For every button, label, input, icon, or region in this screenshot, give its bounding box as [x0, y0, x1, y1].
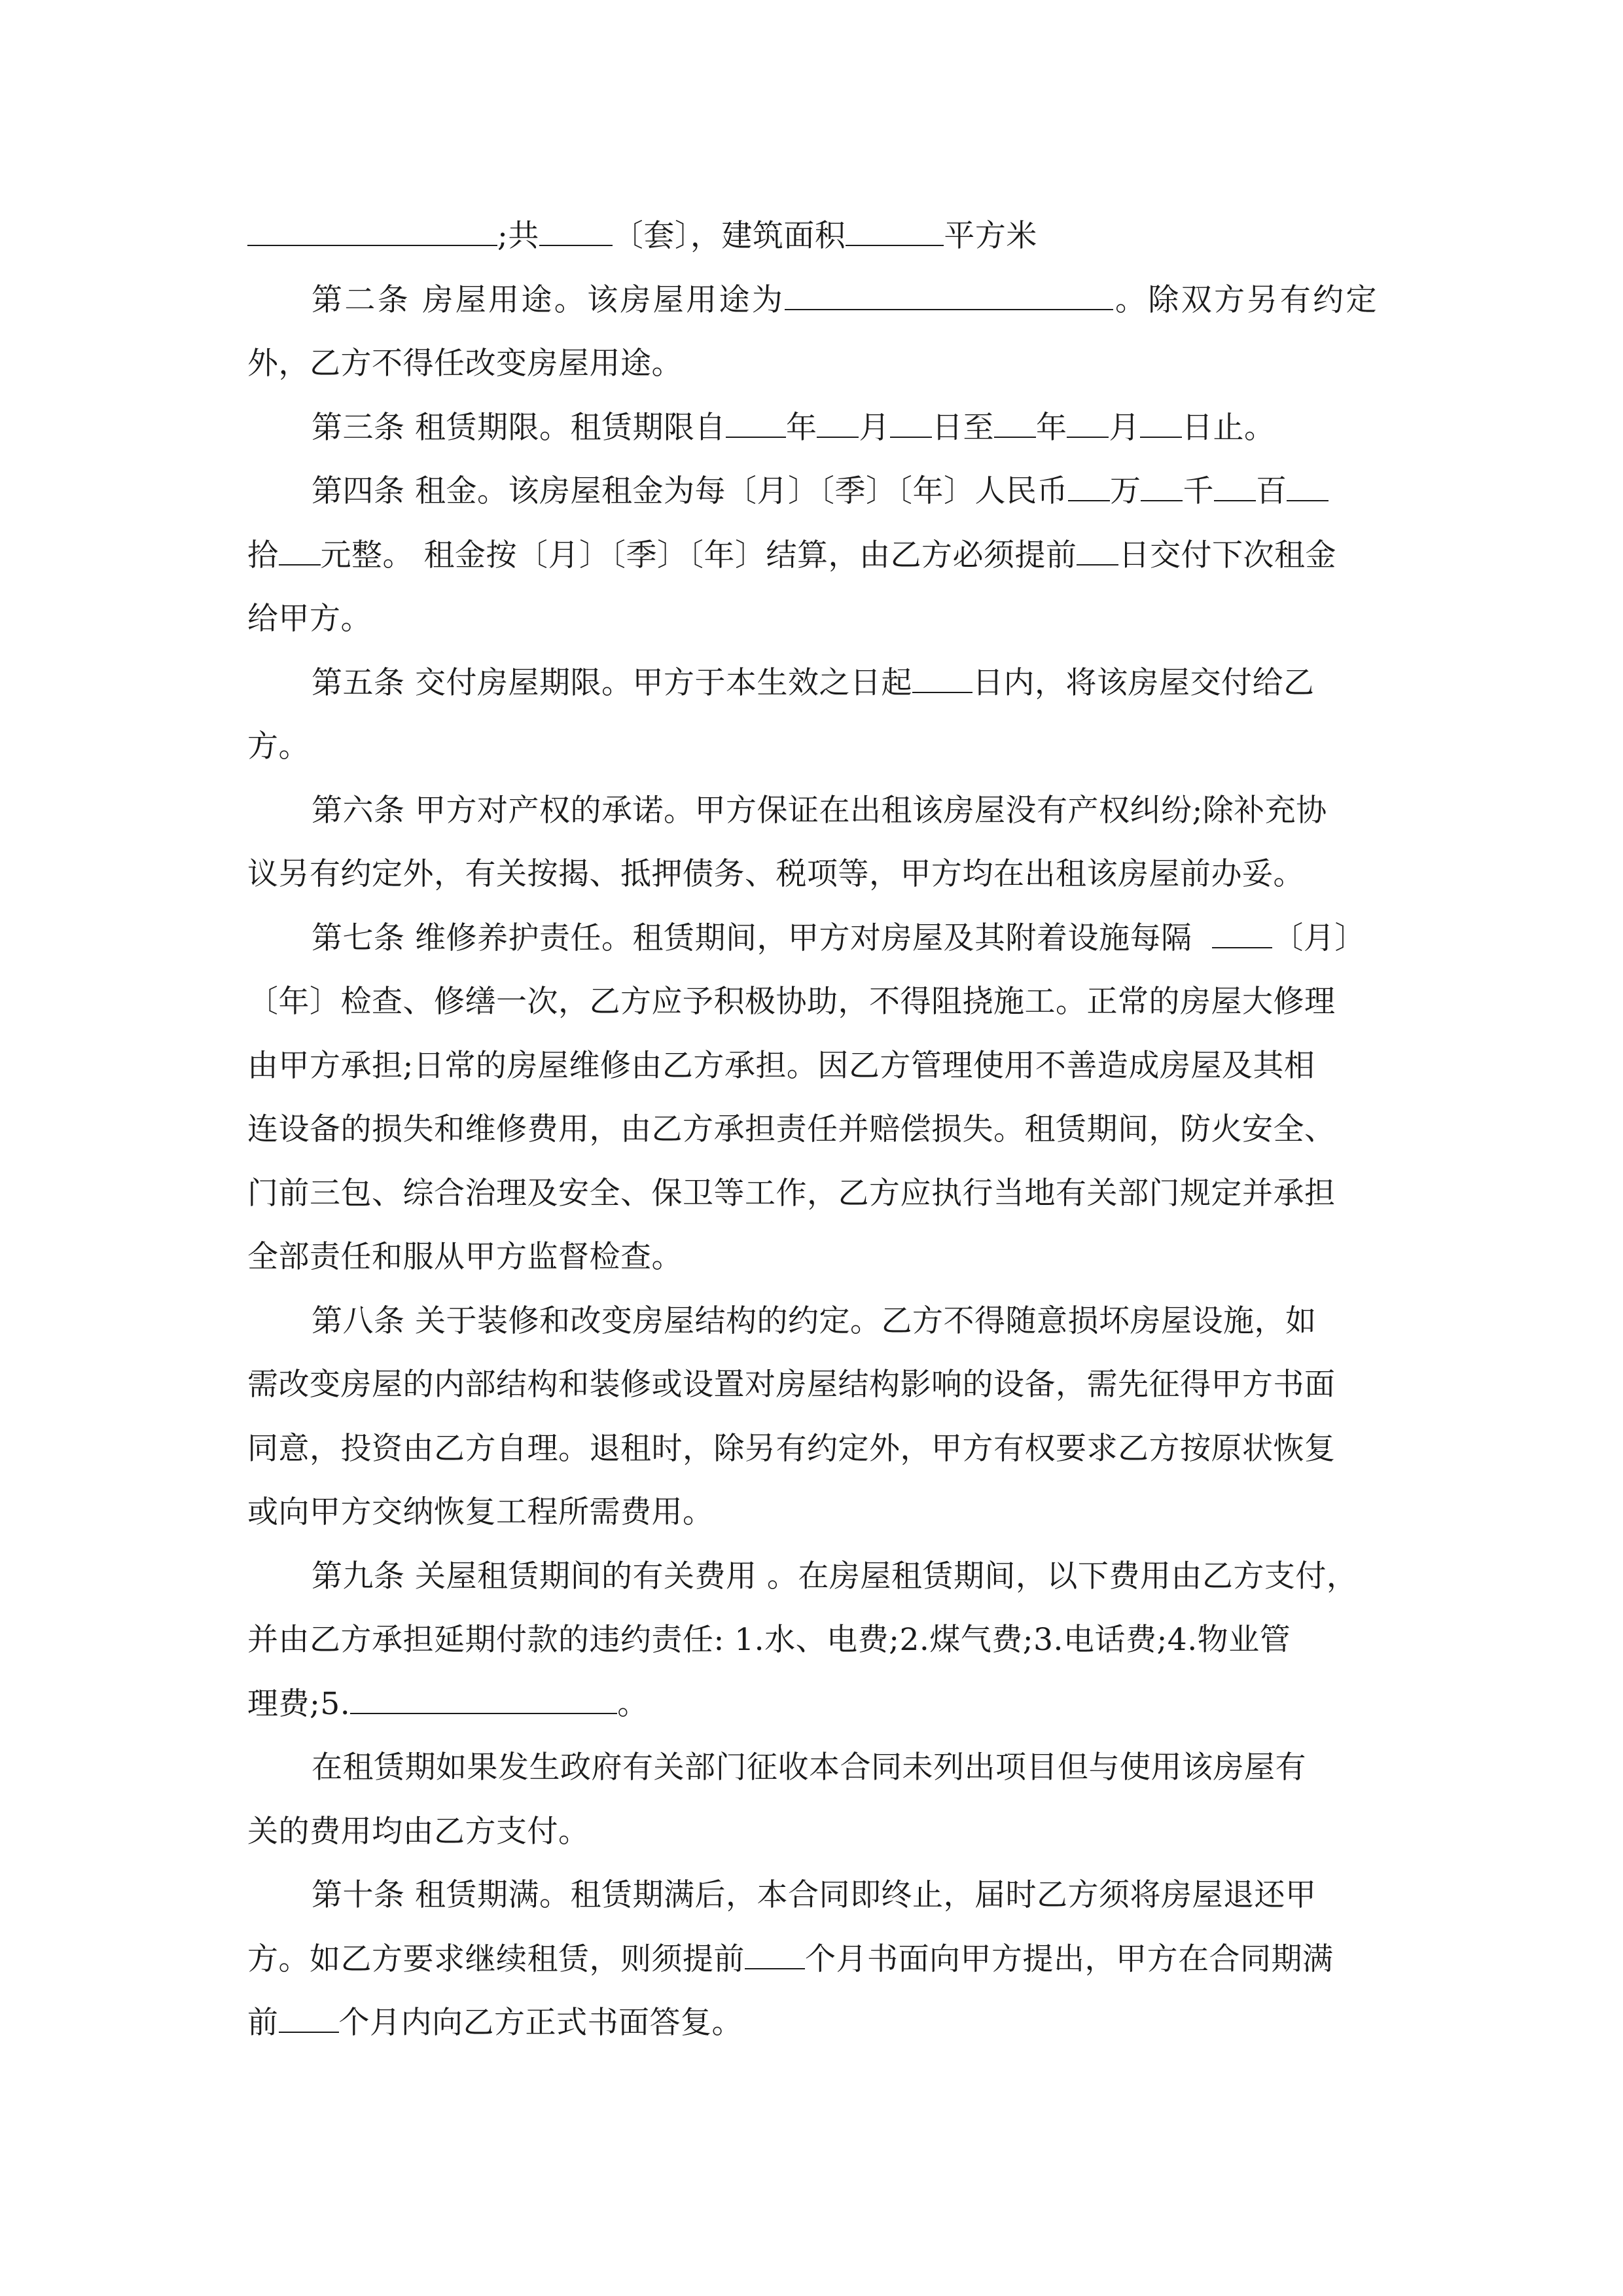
blank-field[interactable] [1067, 405, 1109, 438]
article-8-line-4: 或向甲方交纳恢复工程所需费用。 [247, 1494, 714, 1530]
blank-field[interactable] [785, 278, 1113, 310]
article-7-line-3: 由甲方承担;日常的房屋维修由乙方承担。因乙方管理使用不善造成房屋及其相 [247, 1047, 1315, 1084]
article-6-line-1: 第六条 甲方对产权的承诺。甲方保证在出租该房屋没有产权纠纷;除补充协 [312, 792, 1327, 829]
paragraph-extra-fees-line-2: 关的费用均由乙方支付。 [247, 1813, 590, 1850]
blank-field[interactable] [1140, 405, 1182, 438]
article-2-line-1: 第二条 房屋用途。该房屋用途为 。除双方另有约定 [247, 268, 1377, 332]
article-9-line-2: 并由乙方承担延期付款的违约责任: 1.水、电费;2.煤气费;3.电话费;4.物业管 [247, 1622, 1291, 1658]
blank-field[interactable] [247, 213, 497, 246]
article-8-line-1: 第八条 关于装修和改变房屋结构的约定。乙方不得随意损坏房屋设施，如 [312, 1302, 1317, 1339]
article-5-line-1: 第五条 交付房屋期限。甲方于本生效之日起 日内，将该房屋交付给乙 [247, 651, 1377, 715]
article-10-line-3: 前 个月内向乙方正式书面答复。 [247, 1991, 1377, 2055]
blank-field[interactable] [846, 213, 944, 246]
blank-field[interactable] [350, 1681, 617, 1714]
article-5-line-2: 方。 [247, 728, 310, 764]
article-4-line-3: 给甲方。 [247, 601, 372, 637]
article-9-line-1: 第九条 关屋租赁期间的有关费用 。在房屋租赁期间，以下费用由乙方支付， [312, 1558, 1358, 1594]
article-7-line-4: 连设备的损失和维修费用，由乙方承担责任并赔偿损失。租赁期间，防火安全、 [247, 1111, 1336, 1147]
article-10-line-1: 第十条 租赁期满。租赁期满后，本合同即终止，届时乙方须将房屋退还甲 [312, 1877, 1317, 1913]
article-10-line-2: 方。如乙方要求继续租赁，则须提前 个月书面向甲方提出，甲方在合同期满 [247, 1928, 1377, 1992]
article-4-line-1: 第四条 租金。该房屋租金为每〔月〕〔季〕〔年〕人民币 万 千 百 [247, 459, 1377, 524]
blank-field[interactable] [1212, 916, 1272, 948]
article-7-line-2: 〔年〕检查、修缮一次，乙方应予积极协助，不得阻挠施工。正常的房屋大修理 [247, 984, 1336, 1020]
line-1: ;共 〔套〕，建筑面积 平方米 [247, 204, 1377, 268]
article-4-line-2: 拾 元整。 租金按〔月〕〔季〕〔年〕结算，由乙方必须提前 日交付下次租金 [247, 524, 1377, 588]
article-9-line-3: 理费;5. 。 [247, 1672, 1377, 1736]
article-8-line-2: 需改变房屋的内部结构和装修或设置对房屋结构影响的设备，需先征得甲方书面 [247, 1367, 1336, 1403]
contract-page [247, 204, 1377, 2055]
blank-field[interactable] [1068, 469, 1110, 501]
blank-field[interactable] [1214, 469, 1256, 501]
article-8-line-3: 同意，投资由乙方自理。退租时，除另有约定外，甲方有权要求乙方按原状恢复 [247, 1430, 1336, 1467]
blank-field[interactable] [817, 405, 859, 438]
article-2-line-2: 外，乙方不得任改变房屋用途。 [247, 346, 683, 382]
blank-field[interactable] [726, 405, 786, 438]
paragraph-extra-fees-line-1: 在租赁期如果发生政府有关部门征收本合同未列出项目但与使用该房屋有 [312, 1749, 1306, 1785]
blank-field[interactable] [745, 1937, 805, 1969]
blank-field[interactable] [1141, 469, 1183, 501]
blank-field[interactable] [994, 405, 1036, 438]
blank-field[interactable] [279, 2000, 339, 2033]
article-3: 第三条 租赁期限。租赁期限自 年 月 日至 年 月 日止。 [247, 396, 1377, 460]
article-7-line-6: 全部责任和服从甲方监督检查。 [247, 1239, 683, 1275]
blank-field[interactable] [1077, 533, 1118, 565]
article-6-line-2: 议另有约定外，有关按揭、抵押债务、税项等，甲方均在出租该房屋前办妥。 [247, 856, 1304, 892]
article-7-line-1: 第七条 维修养护责任。租赁期间，甲方对房屋及其附着设施每隔 〔月〕 [247, 906, 1377, 971]
blank-field[interactable] [539, 213, 613, 246]
blank-field[interactable] [912, 660, 972, 693]
blank-field[interactable] [1287, 469, 1329, 501]
article-7-line-5: 门前三包、综合治理及安全、保卫等工作，乙方应执行当地有关部门规定并承担 [247, 1175, 1336, 1211]
blank-field[interactable] [279, 533, 321, 565]
blank-field[interactable] [890, 405, 932, 438]
